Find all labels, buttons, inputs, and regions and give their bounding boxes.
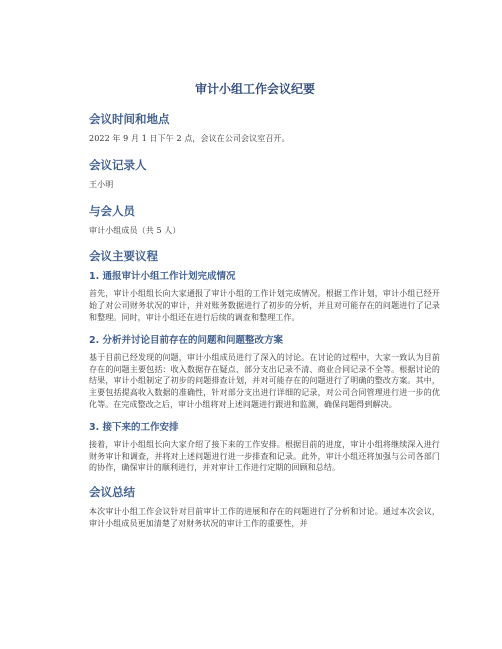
section-text: 王小明 xyxy=(89,179,114,189)
section-agenda xyxy=(89,248,440,474)
agenda-item-text: 基于目前已经发现的问题，审计小组成员进行了深入的讨论。在讨论的过程中，大家一致认为目前存在的问题主要包括：收入数据存在疑点、部分支出记录不清、商业合同记录不全等。根据讨论的结果，审计小组制定了初步的问题排查计划，并对可能存在的问题进行了明确的整改方案。其中，主要包括提高收入数据的准确性，针对部分支出进行详细的记录，对公司合同管理进行进一步的优化等。在完成整改之后，审计小组将对上述问题进行跟进和监测，确保问题得到解决。 xyxy=(89,352,440,409)
section-text: 2022 年 9 月 1 日下午 2 点，会议在公司会议室召开。 xyxy=(89,134,290,143)
section-summary xyxy=(89,484,440,530)
section-attendees xyxy=(89,203,440,237)
section-heading: 与会人员 xyxy=(89,203,135,218)
document-title: 审计小组工作会议纪要 xyxy=(194,82,315,96)
agenda-item-text: 接着，审计小组组长向大家介绍了接下来的工作安排。根据目前的进度，审计小组将继续深入进行财务审计和调查，并将对上述问题进行进一步排查和记录。此外，审计小组还将加强与公司各部门的协作，确保审计的顺利进行，并对审计工作进行定期的回顾和总结。 xyxy=(89,439,440,473)
section-time-place xyxy=(89,111,440,145)
section-heading: 会议记录人 xyxy=(89,157,147,172)
agenda-item-heading: 2. 分析并讨论目前存在的问题和问题整改方案 xyxy=(89,334,284,346)
agenda-item-heading: 3. 接下来的工作安排 xyxy=(89,421,179,433)
section-text: 本次审计小组工作会议针对目前审计工作的进展和存在的问题进行了分析和讨论。通过本次会议，审计小组成员更加清楚了对财务状况的审计工作的重要性，并 xyxy=(89,507,440,528)
section-text: 审计小组成员（共 5 人） xyxy=(89,225,181,235)
agenda-item-heading: 1. 通报审计小组工作计划完成情况 xyxy=(89,271,236,283)
section-heading: 会议时间和地点 xyxy=(89,112,170,126)
agenda-item-text: 首先，审计小组组长向大家通报了审计小组的工作计划完成情况。根据工作计划，审计小组已经开始了对公司财务状况的审计，并对账务数据进行了初步的分析，并且对可能存在的问题进行了记录和整理。同时，审计小组还在进行后续的调查和整理工作。 xyxy=(89,289,440,322)
section-recorder xyxy=(89,157,440,191)
section-heading: 会议总结 xyxy=(89,485,135,500)
section-heading: 会议主要议程 xyxy=(89,249,158,264)
